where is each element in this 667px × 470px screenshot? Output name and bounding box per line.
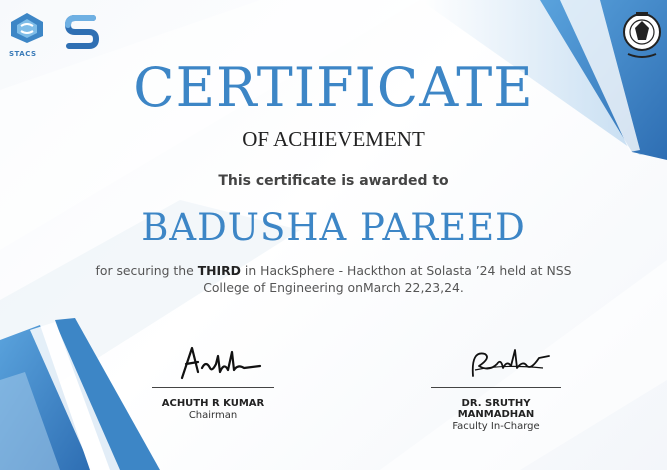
stacs-logo-icon	[9, 12, 45, 44]
chairman-name: ACHUTH R KUMAR	[161, 398, 265, 409]
signatory-chairman	[152, 342, 274, 421]
awarded-text: This certificate is awarded to	[218, 173, 449, 189]
achievement-description	[80, 262, 587, 296]
chairman-signature	[152, 342, 274, 382]
s-letter-logo-icon	[63, 12, 101, 52]
description-line1-rest: in HackSphere - Hackthon at Solasta ’24 held at NSS	[240, 263, 572, 278]
stacs-logo-label: STACS	[9, 50, 37, 58]
faculty-signature	[431, 342, 561, 382]
chairman-role: Chairman	[188, 410, 238, 421]
s-letter-logo	[63, 12, 101, 52]
certificate-subtitle: OF ACHIEVEMENT	[242, 127, 425, 151]
description-line2: College of Engineering onMarch 22,23,24.	[203, 280, 464, 295]
stacs-logo	[9, 12, 51, 58]
faculty-name: DR. SRUTHY MANMADHAN	[457, 398, 535, 420]
nss-college-seal	[620, 8, 664, 60]
college-seal-icon	[620, 8, 664, 60]
description-prefix: for securing the	[95, 263, 198, 278]
signatory-faculty	[431, 342, 561, 432]
recipient-name: BADUSHA PAREED	[141, 206, 526, 249]
position-text: THIRD	[197, 263, 241, 278]
certificate-title: CERTIFICATE	[133, 56, 534, 119]
faculty-role: Faculty In-Charge	[452, 421, 540, 432]
